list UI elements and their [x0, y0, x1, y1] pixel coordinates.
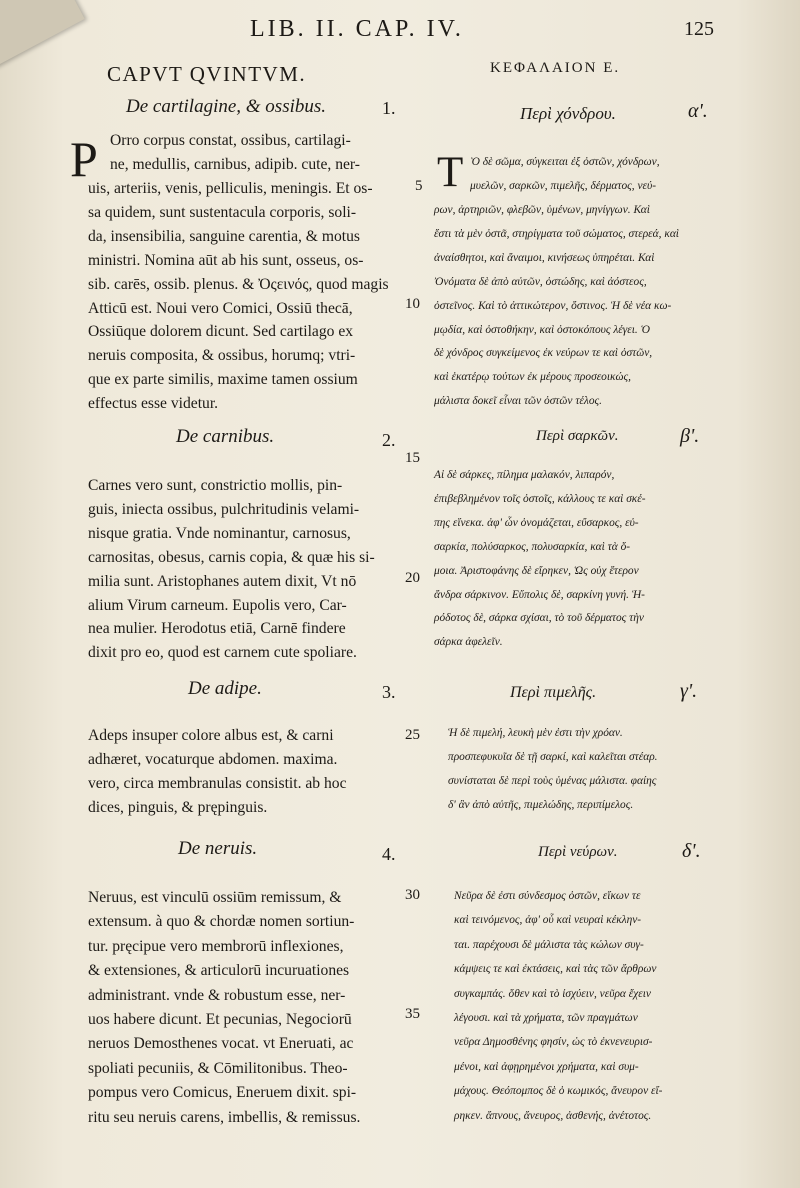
latin-section-number: 4.	[382, 844, 396, 864]
line-number: 5	[415, 178, 423, 194]
greek-section-number: α'.	[688, 100, 708, 122]
greek-heading-cartilage: Περὶ χόνδρου.	[520, 104, 616, 123]
greek-drop-cap: Τ	[437, 149, 464, 196]
line-number: 20	[405, 570, 420, 586]
latin-heading-nerves: De neruis.	[178, 838, 258, 859]
latin-chapter-title: CAPVT QVINTVM.	[107, 62, 307, 86]
latin-section-number: 1.	[382, 98, 396, 118]
line-number: 25	[405, 727, 420, 743]
greek-paragraph: ρων, ἀρτηριῶν, φλεβῶν, ὑμένων, μηνίγγων. Καὶ ἔστι τὰ μὲν ὀστᾶ, στηρίγματα τοῦ σώματος, στερεά, καὶ ἀναίσθητοι, καὶ ἄναιμοι, κινήσεως ὑπηρέται. Καὶ Ὀνόματα δὲ ἀπὸ αὐτῶν, ὀστώδης, καὶ ἀόστεος, ὀστεῖνος. Καὶ τὸ ἀττικώτερον, ὄστινος. Ἡ δὲ νέα κω- μῳδία, καὶ ὀστοθήκην, καὶ ὀστοκόπους λέγει. Ὁ δὲ χόνδρος συγκείμενος ἐκ νεύρων τε καὶ ὀστῶν, καὶ ἑκατέρῳ τούτων ἐκ μέρους προσεοικώς, μάλιστα δοκεῖ εἶναι τῶν ὀστῶν τέλος.	[434, 204, 679, 408]
line-number: 35	[405, 1006, 420, 1022]
latin-paragraph: Adeps insuper colore albus est, & carni adhæret, vocaturque abdomen. maxima. vero, circa membranulas consistit. ab hoc dices, pinguis, & prępinguis.	[88, 727, 347, 816]
page-number: 125	[684, 18, 714, 40]
greek-heading-fat: Περὶ πιμελῆς.	[510, 684, 597, 701]
line-number: 30	[405, 887, 420, 903]
latin-paragraph: Carnes vero sunt, constrictio mollis, pin- guis, iniecta ossibus, pulchritudinis velami- nisque gratia. Vnde nominantur, carnosus, carnositas, obesus, carnis copia, & quæ his si- milia sunt. Aristophanes autem dixit, Vt nō alium Virum carneum. Eupolis vero, Car- nea mulier. Herodotus etiā, Carnē findere dixit pro eo, quod est carnem cute spoliare.	[88, 477, 375, 662]
latin-heading-fat: De adipe.	[188, 678, 262, 699]
greek-heading-nerves: Περὶ νεύρων.	[538, 844, 618, 860]
running-head: LIB. II. CAP. IV.	[250, 16, 464, 42]
greek-paragraph: Ἡ δὲ πιμελή, λευκὴ μὲν ἐστι τὴν χρόαν. προσπεφυκυῖα δὲ τῇ σαρκί, καὶ καλεῖται στέαρ. συνίσταται δὲ περὶ τοὺς ὑμένας μάλιστα. φαίης δ' ἂν ἀπὸ αὐτῆς, πιμελώδης, περιπίμελος.	[448, 727, 658, 811]
folded-corner	[0, 0, 85, 71]
greek-section-number: δ'.	[682, 840, 701, 862]
latin-drop-cap: P	[70, 131, 98, 187]
latin-paragraph: Neruus, est vinculū ossiūm remissum, & extensum. à quo & chordæ nomen sortiun- tur. pręcipue vero membrorū inflexiones, & extensiones, & articulorū incuruationes administrant. vnde & robustum esse, ner- uos habere dicunt. Et pecunias, Negociorū neruos Demosthenes vocat. vt Eneruati, ac spoliati pecuniis, & Cōmilitonibus. Theo- pompus vero Comicus, Eneruem dixit. spi- ritu seu neruis carens, imbellis, & remissus.	[88, 889, 361, 1126]
line-number: 15	[405, 450, 420, 466]
greek-paragraph: Αἱ δὲ σάρκες, πίλημα μαλακόν, λιπαρόν, ἐπιβεβλημένον τοῖς ὀστοῖς, κάλλους τε καὶ σκέ- πης εἵνεκα. ἀφ' ὧν ὀνομάζεται, εὔσαρκος, εὐ- σαρκία, πολύσαρκος, πολυσαρκία, καὶ τὰ ὅ- μοια. Ἀριστοφάνης δὲ εἴρηκεν, Ὡς οὐχ ἕτερον ἄνδρα σάρκινον. Εὔπολις δὲ, σαρκίνη γυνή. Ἡ- ρόδοτος δὲ, σάρκα σχίσαι, τὸ τοῦ δέρματος τὴν σάρκα ἀφελεῖν.	[434, 469, 646, 649]
greek-paragraph: Νεῦρα δὲ ἐστι σύνδεσμος ὀστῶν, εἴκων τε καὶ τεινόμενος, ἀφ' οὗ καὶ νευραὶ κέκλην- ται. παρέχουσι δὲ μάλιστα τὰς κώλων συγ- κάμψεις τε καὶ ἐκτάσεις, καὶ τὰς τῶν ἄρθρων συγκαμπάς. ὅθεν καὶ τὸ ἰσχύειν, νεῦρα ἔχειν λέγουσι. καὶ τὰ χρήματα, τῶν πραγμάτων νεῦρα Δημοσθένης φησίν, ὡς τὸ ἐκνενευρισ- μένοι, καὶ ἀφῃρημένοι χρήματα, καὶ συμ- μάχους. Θεόπομπος δὲ ὁ κωμικός, ἄνευρον εἴ- ρηκεν. ἄπνους, ἄνευρος, ἀσθενής, ἀνέτοτος.	[454, 890, 663, 1122]
greek-section-number: β'.	[680, 425, 700, 447]
latin-heading-flesh: De carnibus.	[176, 426, 275, 447]
latin-heading-cartilage: De cartilagine, & ossibus.	[126, 96, 327, 117]
latin-paragraph-line: Orro corpus constat, ossibus, cartilagi- ne, medullis, carnibus, adipib. cute, ner-	[110, 132, 360, 173]
latin-section-number: 2.	[382, 430, 396, 450]
latin-section-number: 3.	[382, 682, 396, 702]
greek-section-number: γ'.	[680, 680, 698, 702]
greek-heading-flesh: Περὶ σαρκῶν.	[536, 428, 619, 444]
greek-paragraph-line: Ὸ δὲ σῶμα, σύγκειται ἐξ ὀστῶν, χόνδρων, μυελῶν, σαρκῶν, πιμελῆς, δέρματος, νεύ-	[470, 156, 660, 192]
greek-chapter-title: ΚΕΦΑΛΑΙΟΝ Ε.	[490, 60, 621, 76]
line-number: 10	[405, 296, 420, 312]
latin-paragraph: uis, arteriis, venis, pelliculis, meningis. Et os- sa quidem, sunt sustentacula corporis, soli- da, insensibilia, sanguine carentia, & motus ministri. Nomina aūt ab his sunt, osseus, os- sib. carēs, ossib. plenus. & Ὀςεινός, quod magis Atticū est. Noui vero Comici, Ossiū thecā, Ossiūque dolorem dicunt. Sed cartilago ex neruis composita, & ossibus, horumq; vtri- que ex parte similis, maxime tamen ossium effectus esse videtur.	[88, 180, 389, 413]
